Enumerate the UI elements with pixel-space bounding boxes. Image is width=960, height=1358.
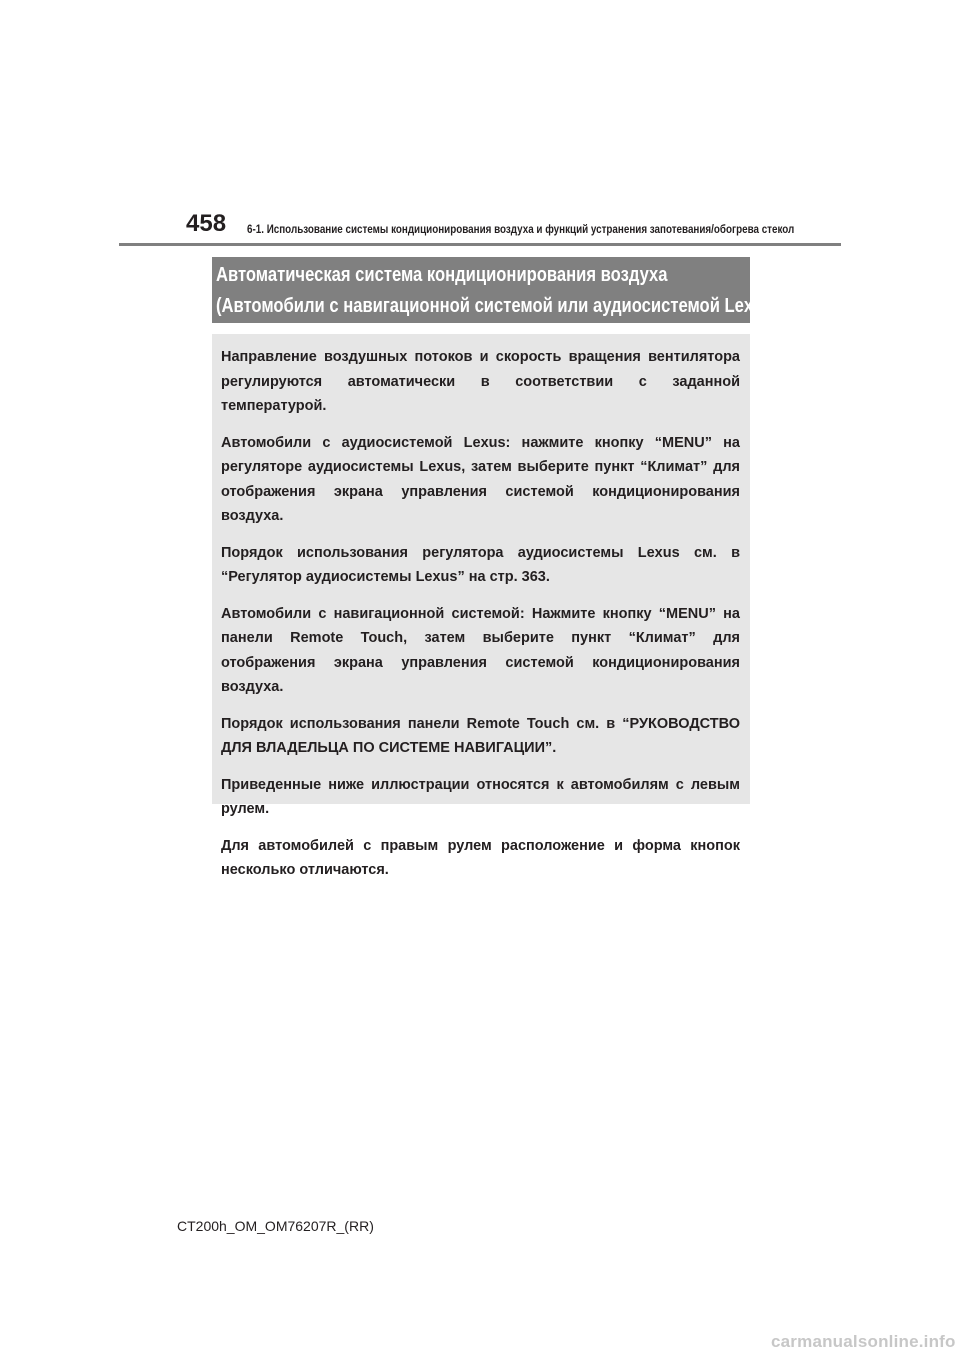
paragraph-audio-menu: Автомобили с аудиосистемой Lexus: нажмите кнопку “MENU” на регуляторе аудиосистемы Lexus, затем выберите пункт “Климат” для отображения экрана управления системой кондиционирования воздуха. <box>221 434 740 524</box>
section-title-line-1: Автоматическая система кондиционирования воздуха <box>216 264 668 286</box>
section-header: 6-1. Использование системы кондиционирования воздуха и функций устранения запотевания/обогрева стекол <box>247 222 795 236</box>
section-title-line-2: (Автомобили с навигационной системой или аудиосистемой Lexus) <box>216 295 779 317</box>
paragraph-audio-reference: Порядок использования регулятора аудиосистемы Lexus см. в “Регулятор аудиосистемы Lexus” на стр. 363. <box>221 544 740 585</box>
paragraph-lhd-note: Приведенные ниже иллюстрации относятся к автомобилям с левым рулем. <box>221 776 740 817</box>
content-box <box>212 334 750 878</box>
paragraph-navigation-menu: Автомобили с навигационной системой: Нажмите кнопку “MENU” на панели Remote Touch, затем выберите пункт “Климат” для отображения экрана управления системой кондиционирования воздуха. <box>221 605 740 695</box>
paragraph-remote-touch-reference: Порядок использования панели Remote Touch см. в “РУКОВОДСТВО ДЛЯ ВЛАДЕЛЬЦА ПО СИСТЕМЕ НАВИГАЦИИ”. <box>221 715 740 756</box>
section-title <box>212 257 779 323</box>
paragraph-auto-airflow: Направление воздушных потоков и скорость вращения вентилятора регулируются автоматически в соответствии с заданной температурой. <box>221 349 740 414</box>
header-rule <box>119 243 841 246</box>
watermark: carmanualsonline.info <box>771 1332 956 1351</box>
paragraph-rhd-note: Для автомобилей с правым рулем расположение и форма кнопок несколько отличаются. <box>221 837 740 878</box>
document-code: CT200h_OM_OM76207R_(RR) <box>177 1218 374 1234</box>
page-number: 458 <box>186 210 227 237</box>
